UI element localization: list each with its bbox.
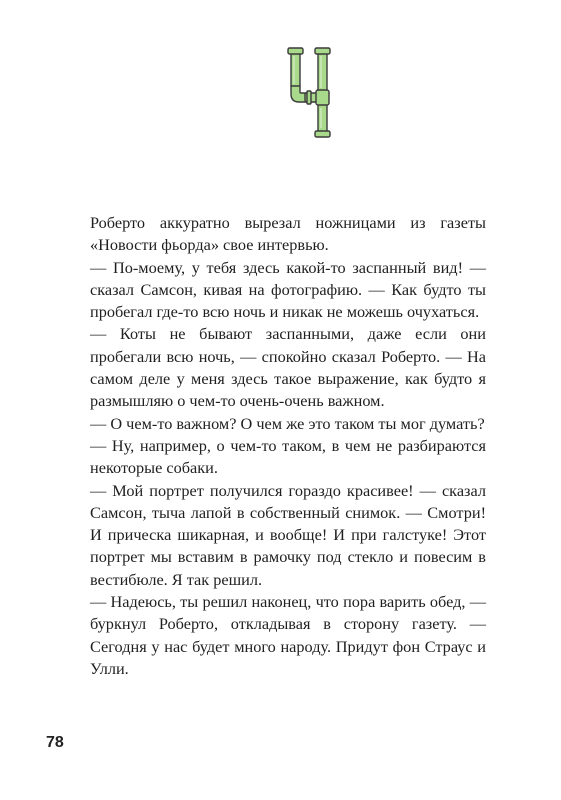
paragraph: — Надеюсь, ты решил наконец, что пора варить обед, — буркнул Роберто, откладывая в сторону газету. — Сегодня у нас будет много народу. Придут фон Страус и Улли. [90, 592, 486, 678]
paragraph: Роберто аккуратно вырезал ножницами из газеты «Новости фьорда» свое интервью. [90, 213, 486, 255]
paragraph: — Ну, например, о чем-то таком, в чем не разбираются некоторые собаки. [90, 435, 486, 478]
paragraph: — Мой портрет получился гораздо красивее! — сказал Самсон, тыча лапой в собственный снимок. — Смотри! И прическа шикарная, и вообще! И при галстуке! Этот портрет мы вставим в рамочку под стекло и повесим в вестибюле. Я так решил. [90, 480, 486, 589]
pipe-numeral-four-icon [277, 42, 339, 142]
chapter-number-icon [277, 42, 339, 142]
paragraph: — По-моему, у тебя здесь какой-то заспанный вид! — сказал Самсон, кивая на фотографию. — Как будто ты пробегал где-то всю ночь и никак не можешь очухаться. [90, 257, 486, 322]
paragraph: — О чем-то важном? О чем же это таком ты мог думать? [90, 413, 485, 433]
chapter-body-text [90, 212, 486, 680]
page-number: 78 [46, 734, 64, 751]
paragraph: — Коты не бывают заспанными, даже если они пробегали всю ночь, — спокойно сказал Роберто. — На самом деле у меня здесь такое выражение, как будто я размышляю о чем-то очень-очень важном. [90, 324, 486, 411]
